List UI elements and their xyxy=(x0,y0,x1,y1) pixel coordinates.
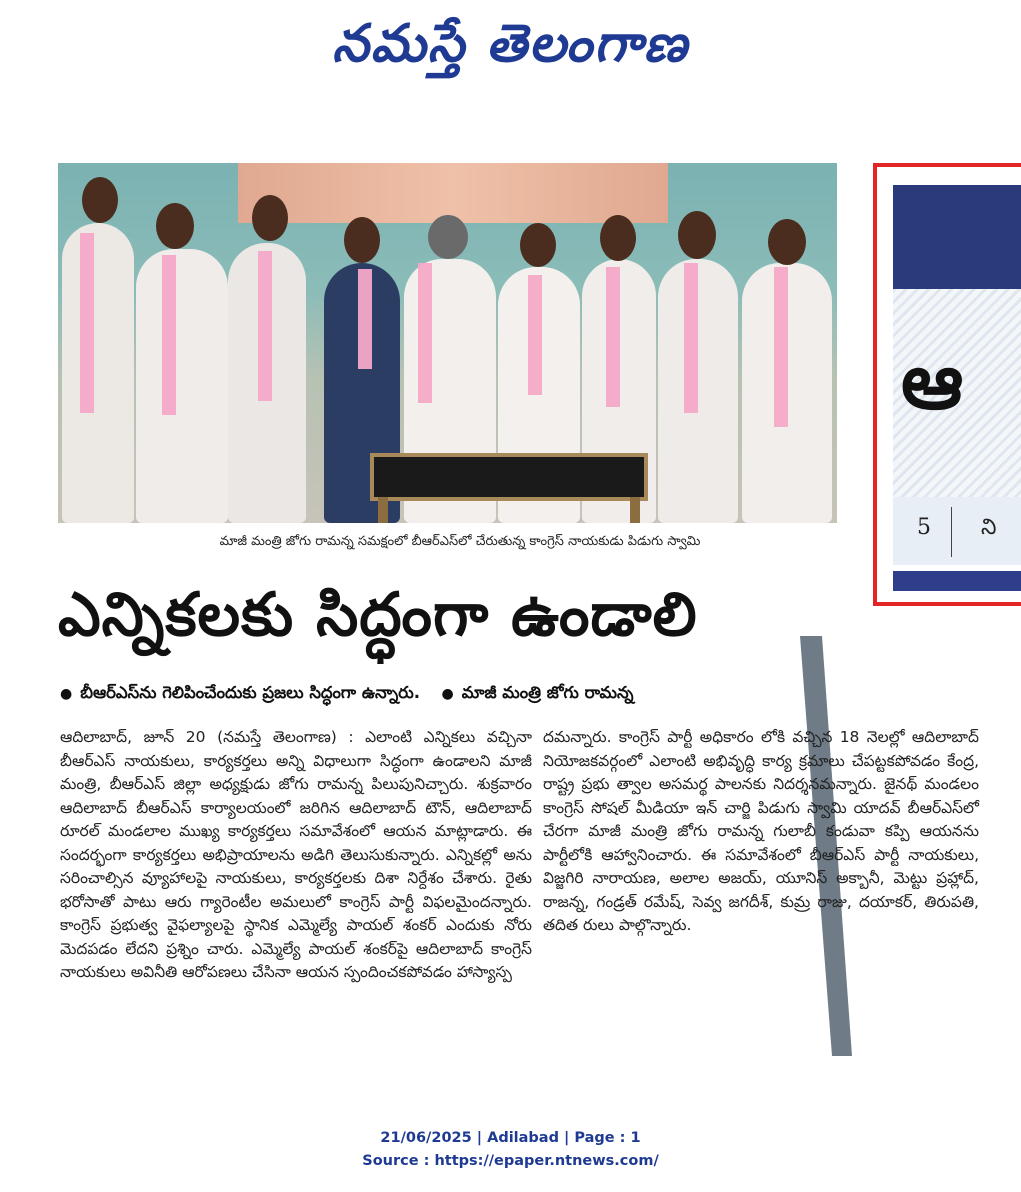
photo-scarf xyxy=(774,267,788,427)
article-column-2 xyxy=(543,726,979,938)
subhead-2: మాజీ మంత్రి జోగు రామన్న xyxy=(461,683,634,702)
bullet-icon: ● xyxy=(441,686,454,702)
photo-person-head xyxy=(252,195,288,241)
photo-person-head xyxy=(82,177,118,223)
subhead-1: బీఆర్ఎస్‌ను గెలిపించేందుకు ప్రజలు సిద్ధంగా ఉన్నారు. xyxy=(80,683,420,702)
side-ad-box xyxy=(873,163,1021,606)
photo-caption: మాజీ మంత్రి జోగు రామన్న సమక్షంలో బీఆర్ఎస్‌లో చేరుతున్న కాంగ్రెస్ నాయకుడు పిడుగు స్వామి xyxy=(219,534,701,549)
photo-person xyxy=(136,249,228,523)
photo-person-head xyxy=(428,215,468,259)
photo-table xyxy=(370,453,648,501)
article-column-1 xyxy=(60,726,532,985)
side-ad-cut-text: ని xyxy=(981,515,997,540)
photo-person-head xyxy=(768,219,806,265)
photo-scarf xyxy=(258,251,272,401)
side-ad-number: 5 xyxy=(917,515,931,540)
photo-scarf xyxy=(528,275,542,395)
newspaper-masthead xyxy=(0,8,1021,80)
side-ad-divider xyxy=(951,507,952,557)
photo-person-head xyxy=(520,223,556,267)
photo-scarf xyxy=(358,269,372,369)
side-ad-blue-band xyxy=(893,185,1021,289)
photo-person-head xyxy=(344,217,380,263)
photo-table-leg xyxy=(630,497,640,523)
photo-scarf xyxy=(80,233,94,413)
bullet-icon: ● xyxy=(60,686,73,702)
masthead-title: నమస్తే తెలంగాణ xyxy=(332,14,689,74)
article-subheads xyxy=(60,683,633,706)
photo-scarf xyxy=(162,255,176,415)
photo-person-head xyxy=(600,215,636,261)
photo-scarf xyxy=(684,263,698,413)
side-ad-light-bar xyxy=(893,497,1021,565)
photo-table-leg xyxy=(378,497,388,523)
side-ad-blue-bottom xyxy=(893,571,1021,591)
photo-person xyxy=(658,259,738,523)
photo-scarf xyxy=(418,263,432,403)
news-photo xyxy=(58,163,837,523)
photo-scarf xyxy=(606,267,620,407)
footer-date-edition: 21/06/2025 | Adilabad | Page : 1 xyxy=(380,1130,641,1146)
article-headline: ఎన్నికలకు సిద్ధంగా ఉండాలి xyxy=(58,580,698,650)
photo-person-head xyxy=(156,203,194,249)
side-ad-big-text: ఆ xyxy=(901,337,964,427)
article-body-text: ఆదిలాబాద్, జూన్ 20 (నమస్తే తెలంగాణ) : ఎలాంటి ఎన్నికలు వచ్చినా బీఆర్ఎస్ నాయకులు, కార్యకర్తలు అన్ని విధాలుగా సిద్ధంగా ఉండాలని మాజీ మంత్రి, బీఆర్ఎస్ జిల్లా అధ్యక్షుడు జోగు రామన్న పిలుపునిచ్చారు. శుక్రవారం ఆదిలాబాద్ బీఆర్ఎస్ కార్యాలయంలో జరిగిన ఆదిలాబాద్ టౌన్, ఆదిలాబాద్ రూరల్ మండలాల ముఖ్య కార్యకర్తలు సమావేశంలో ఆయన మాట్లాడారు. ఈ సందర్భంగా కార్యకర్తలు అభిప్రాయాలను అడిగి తెలుసుకున్నారు. ఎన్నికల్లో అను సరించాల్సిన వ్యూహాలపై నాయకులు, కార్యకర్తలకు దిశా నిర్దేశం చేశారు. రైతు భరోసాతో పాటు ఆరు గ్యారెంటీల అమలులో కాంగ్రెస్ పార్టీ విఫలమైందన్నారు. కాంగ్రెస్ ప్రభుత్వ వైఫల్యాలపై స్థానిక ఎమ్మెల్యే పాయల్ శంకర్ ఎందుకు నోరు మెదపడం లేదని ప్రశ్నిం చారు. ఎమ్మెల్యే పాయల్ శంకర్‌పై ఆదిలాబాద్ కాంగ్రెస్ నాయకులు అవినీతి ఆరోపణలు చేసినా ఆయన స్పందించకపోవడం హాస్యాస్ప xyxy=(60,728,532,981)
photo-backdrop-banner xyxy=(238,163,668,223)
footer-source: Source : https://epaper.ntnews.com/ xyxy=(362,1153,659,1169)
photo-person xyxy=(62,223,134,523)
article-body-text: దమన్నారు. కాంగ్రెస్ పార్టీ అధికారం లోకి వచ్చిన 18 నెలల్లో ఆదిలాబాద్ నియోజకవర్గంలో ఎలాంటి అభివృద్ధి కార్య క్రమాలు చేపట్టకపోవడం కేంద్ర, రాష్ట్ర ప్రభు త్వాల అసమర్థ పాలనకు నిదర్శనమన్నారు. జైనథ్ మండలం కాంగ్రెస్ సోషల్ మీడియా ఇన్ చార్జి పిడుగు స్వామి యాదవ్ బీఆర్ఎస్‌లో చేరగా మాజీ మంత్రి జోగు రామన్న గులాబీ కండువా కప్పి ఆయనను పార్టీలోకి ఆహ్వానించారు. ఈ సమావేశంలో బీఆర్ఎస్ పార్టీ నాయకులు, విజ్జగిరి నారాయణ, అలాల అజయ్, యూనిస్ అక్బానీ, మెట్టు ప్రహ్లాద్, రాజన్న, గండ్రత్ రమేష్, సెవ్వ జగదీశ్, కుమ్ర రాజు, దయాకర్, తిరుపతి, తదిత రులు పాల్గొన్నారు. xyxy=(543,728,979,934)
photo-person-head xyxy=(678,211,716,259)
